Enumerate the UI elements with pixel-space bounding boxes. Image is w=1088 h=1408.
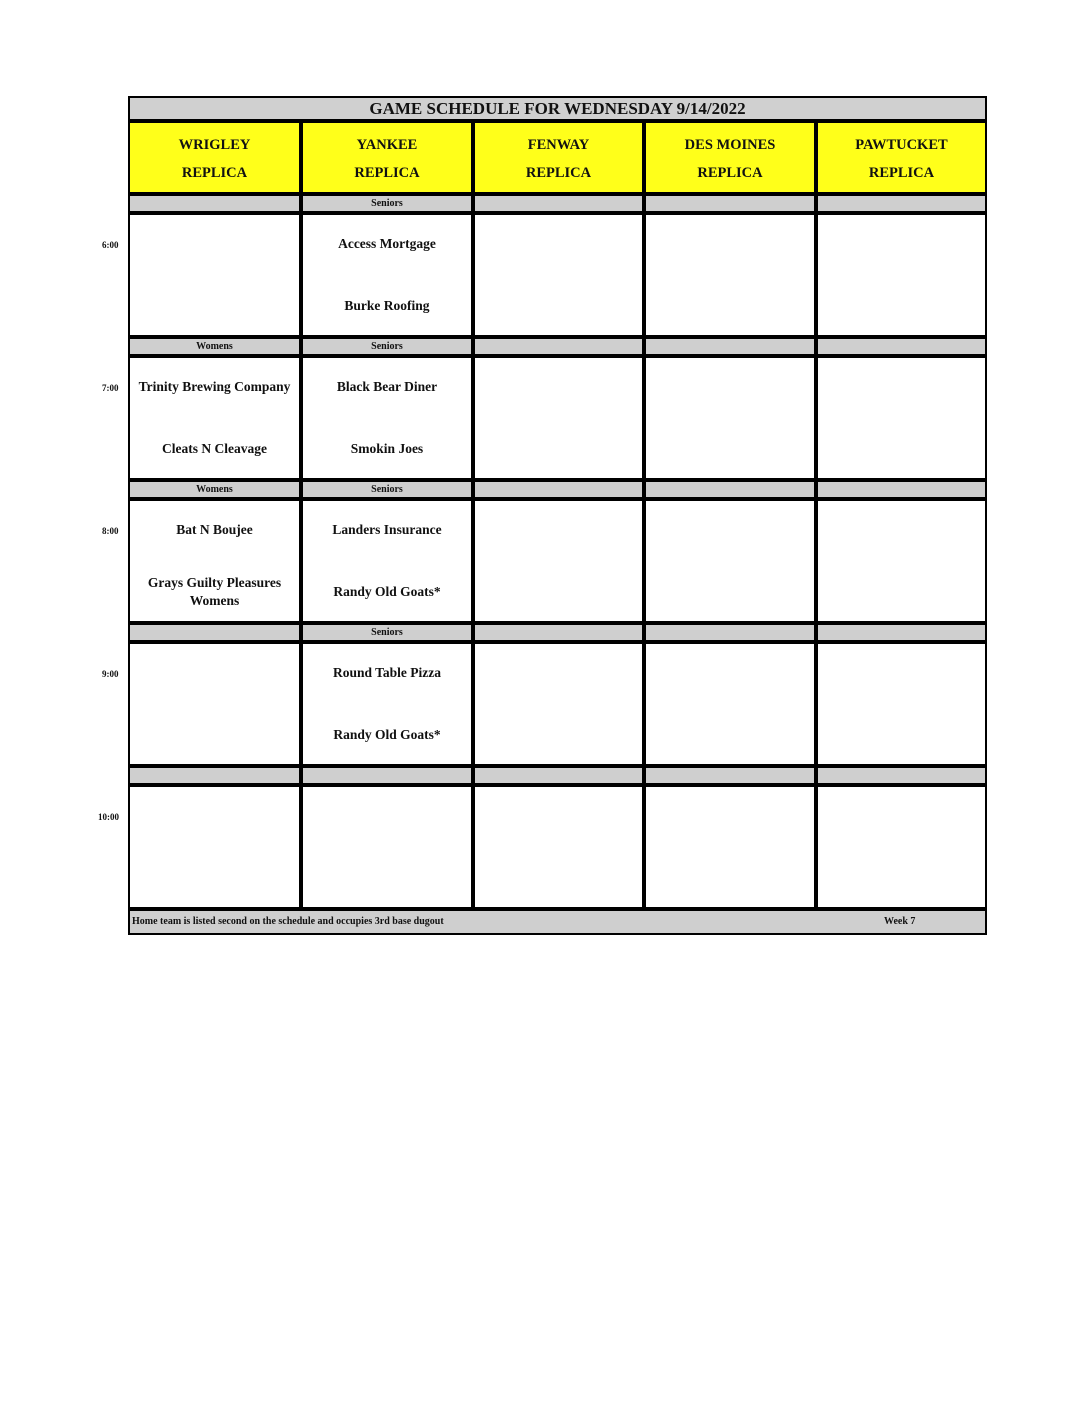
game-cell xyxy=(128,356,301,480)
schedule-footer xyxy=(128,909,987,935)
field-subtitle: REPLICA xyxy=(525,165,592,181)
division-label: Seniors xyxy=(301,337,473,356)
home-team xyxy=(646,281,814,331)
field-subtitle: REPLICA xyxy=(181,165,248,181)
visiting-team: Black Bear Diner xyxy=(336,379,438,394)
game-cell xyxy=(816,213,987,337)
field-name: FENWAY xyxy=(527,137,590,153)
visiting-team xyxy=(646,219,814,269)
game-cell xyxy=(128,213,301,337)
home-team xyxy=(303,853,471,903)
division-label xyxy=(128,623,301,642)
division-label xyxy=(816,194,987,213)
home-team: Grays Guilty Pleasures Womens xyxy=(147,575,282,608)
home-team xyxy=(475,710,642,760)
division-label xyxy=(473,194,644,213)
visiting-team xyxy=(130,648,299,698)
home-team xyxy=(818,710,985,760)
home-team xyxy=(818,567,985,617)
schedule-table xyxy=(128,96,987,935)
game-cell xyxy=(301,499,473,623)
game-cell xyxy=(644,213,816,337)
field-name: WRIGLEY xyxy=(178,137,251,153)
visiting-team xyxy=(130,219,299,269)
division-label xyxy=(301,766,473,785)
division-label xyxy=(816,337,987,356)
division-label: Seniors xyxy=(301,194,473,213)
division-label xyxy=(644,337,816,356)
division-label xyxy=(816,623,987,642)
field-name: DES MOINES xyxy=(684,137,776,153)
game-cell xyxy=(473,785,644,909)
game-cell xyxy=(301,213,473,337)
home-team: Randy Old Goats* xyxy=(333,584,441,599)
division-label xyxy=(644,766,816,785)
visiting-team xyxy=(475,219,642,269)
home-team xyxy=(646,424,814,474)
visiting-team xyxy=(818,505,985,555)
division-label xyxy=(473,480,644,499)
time-label: 9:00 xyxy=(102,669,119,679)
home-team xyxy=(646,567,814,617)
division-label xyxy=(473,623,644,642)
time-slot-row xyxy=(128,356,987,480)
home-team xyxy=(130,281,299,331)
visiting-team: Landers Insurance xyxy=(332,522,442,537)
home-team: Cleats N Cleavage xyxy=(162,441,267,456)
visiting-team xyxy=(303,791,471,841)
game-cell xyxy=(128,642,301,766)
division-label-row xyxy=(128,337,987,356)
game-cell xyxy=(644,356,816,480)
division-label: Seniors xyxy=(301,623,473,642)
division-label xyxy=(816,480,987,499)
week-label: Week 7 xyxy=(884,916,916,927)
visiting-team xyxy=(475,791,642,841)
division-label xyxy=(644,623,816,642)
time-slot-row xyxy=(128,213,987,337)
game-cell xyxy=(301,356,473,480)
field-header xyxy=(816,121,987,194)
field-name: YANKEE xyxy=(356,137,418,153)
division-label xyxy=(473,337,644,356)
home-team xyxy=(475,567,642,617)
game-cell xyxy=(128,499,301,623)
time-label: 10:00 xyxy=(98,812,119,822)
time-label: 8:00 xyxy=(102,526,119,536)
time-label: 6:00 xyxy=(102,240,119,250)
visiting-team: Access Mortgage xyxy=(338,236,436,251)
visiting-team: Round Table Pizza xyxy=(332,665,442,680)
home-team xyxy=(818,281,985,331)
game-cell xyxy=(816,642,987,766)
field-name: PAWTUCKET xyxy=(855,137,948,153)
home-team xyxy=(130,853,299,903)
home-team: Randy Old Goats* xyxy=(333,727,441,742)
game-cell xyxy=(816,499,987,623)
home-team xyxy=(646,710,814,760)
division-label: Womens xyxy=(128,337,301,356)
visiting-team: Trinity Brewing Company xyxy=(138,379,291,394)
division-label xyxy=(644,480,816,499)
game-cell xyxy=(301,642,473,766)
field-header-row xyxy=(128,121,987,194)
home-team xyxy=(475,281,642,331)
home-team: Burke Roofing xyxy=(344,298,430,313)
visiting-team xyxy=(818,791,985,841)
visiting-team xyxy=(475,362,642,412)
visiting-team xyxy=(130,791,299,841)
home-team xyxy=(646,853,814,903)
visiting-team xyxy=(818,362,985,412)
home-team xyxy=(130,710,299,760)
schedule-title: GAME SCHEDULE FOR WEDNESDAY 9/14/2022 xyxy=(128,96,987,121)
division-label xyxy=(816,766,987,785)
visiting-team xyxy=(818,219,985,269)
field-subtitle: REPLICA xyxy=(697,165,763,181)
home-team xyxy=(818,853,985,903)
division-label-row xyxy=(128,480,987,499)
game-cell xyxy=(473,642,644,766)
game-cell xyxy=(301,785,473,909)
division-label xyxy=(128,766,301,785)
game-cell xyxy=(816,785,987,909)
field-subtitle: REPLICA xyxy=(354,165,420,181)
time-slot-row xyxy=(128,785,987,909)
game-cell xyxy=(128,785,301,909)
division-label xyxy=(644,194,816,213)
division-label-row xyxy=(128,766,987,785)
home-team xyxy=(475,424,642,474)
division-label-row xyxy=(128,194,987,213)
home-team xyxy=(475,853,642,903)
game-cell xyxy=(644,499,816,623)
visiting-team xyxy=(475,648,642,698)
game-cell xyxy=(473,213,644,337)
visiting-team: Bat N Boujee xyxy=(176,522,253,537)
division-label: Womens xyxy=(128,480,301,499)
visiting-team xyxy=(475,505,642,555)
field-header xyxy=(128,121,301,194)
field-header xyxy=(301,121,473,194)
division-label: Seniors xyxy=(301,480,473,499)
division-label xyxy=(473,766,644,785)
visiting-team xyxy=(646,648,814,698)
game-cell xyxy=(473,356,644,480)
visiting-team xyxy=(646,362,814,412)
field-header xyxy=(644,121,816,194)
game-cell xyxy=(473,499,644,623)
visiting-team xyxy=(818,648,985,698)
visiting-team xyxy=(646,791,814,841)
division-label xyxy=(128,194,301,213)
game-cell xyxy=(644,785,816,909)
field-subtitle: REPLICA xyxy=(868,165,935,181)
game-cell xyxy=(816,356,987,480)
home-team: Smokin Joes xyxy=(350,441,424,456)
home-team xyxy=(818,424,985,474)
time-slot-row xyxy=(128,499,987,623)
field-header xyxy=(473,121,644,194)
schedule-body xyxy=(128,194,987,909)
home-team-note: Home team is listed second on the schedule and occupies 3rd base dugout xyxy=(132,916,444,927)
time-slot-row xyxy=(128,642,987,766)
division-label-row xyxy=(128,623,987,642)
game-cell xyxy=(644,642,816,766)
time-label: 7:00 xyxy=(102,383,119,393)
visiting-team xyxy=(646,505,814,555)
